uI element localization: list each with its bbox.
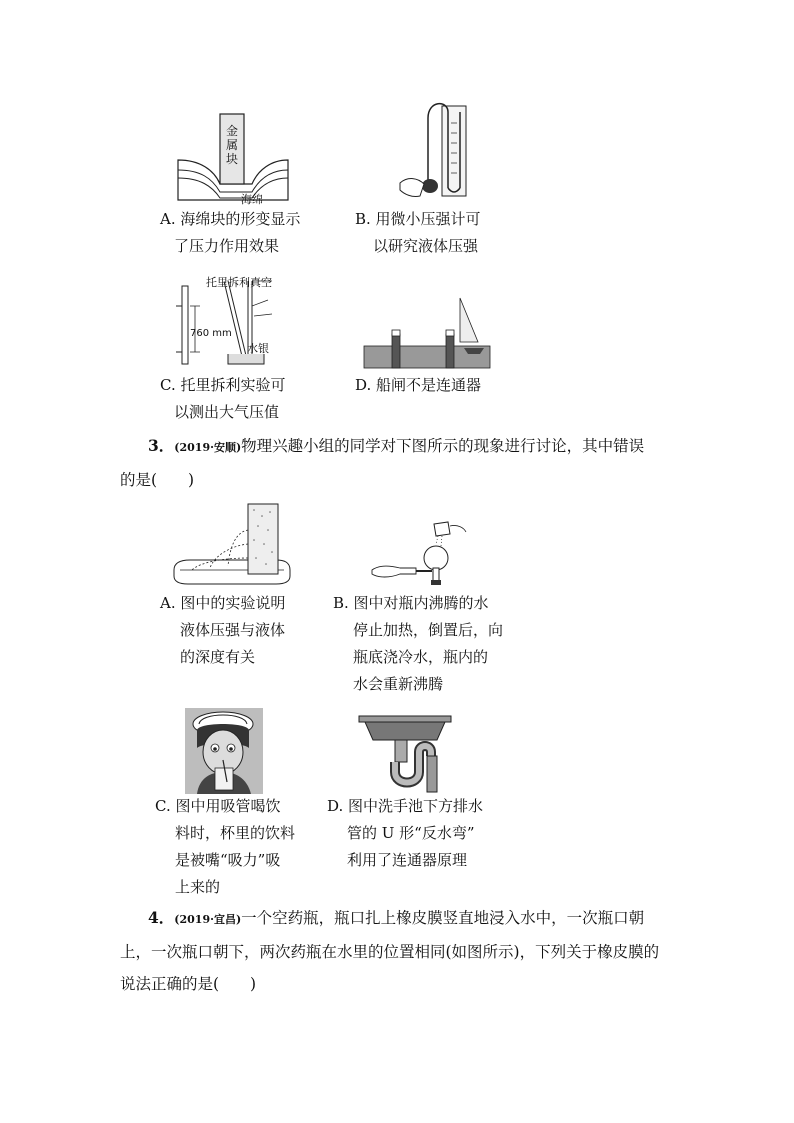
q3-option-b-line3: 瓶底浇冷水，瓶内的: [353, 648, 489, 666]
q3-option-a-line1: A. 图中的实验说明: [160, 594, 286, 612]
label-mercury: 水银: [247, 342, 269, 355]
label-sponge: 海绵: [241, 193, 263, 206]
q3-source: (2019·安顺): [174, 441, 242, 454]
q3-option-b-line2: 停止加热，倒置后，向: [353, 621, 504, 639]
q2-option-d-line1: D. 船闸不是连通器: [355, 376, 482, 394]
q3-option-d-line3: 利用了连通器原理: [347, 851, 468, 869]
q3-option-b-line4: 水会重新沸腾: [353, 675, 444, 693]
q3-option-d-line2: 管的 U 形“反水弯”: [347, 824, 475, 842]
q4-stem-line2: 上，一次瓶口朝下，两次药瓶在水里的位置相同(如图所示)，下列关于橡皮膜的: [120, 943, 660, 961]
q4-stem: [120, 902, 680, 1000]
q3-stem-line2: 的是( ): [120, 471, 195, 489]
figure-water-jets: [170, 500, 295, 585]
q3-option-b[interactable]: [333, 590, 503, 698]
q4-stem-line3: 说法正确的是( ): [120, 975, 257, 993]
q2-option-a[interactable]: [160, 206, 300, 260]
q2-option-a-line1: A. 海绵块的形变显示: [160, 210, 301, 228]
figure-flask-cold-water: [370, 520, 470, 590]
q2-option-c-line2: 以测出大气压值: [174, 403, 280, 421]
q3-option-a-line2: 液体压强与液体: [180, 621, 286, 639]
q3-option-c-line3: 是被嘴“吸力”吸: [175, 851, 281, 869]
q3-option-c[interactable]: [155, 793, 295, 901]
q2-option-a-line2: 了压力作用效果: [174, 237, 280, 255]
q3-option-d[interactable]: [327, 793, 483, 874]
q3-option-a-line3: 的深度有关: [180, 648, 256, 666]
q4-source: (2019·宜昌): [174, 913, 242, 926]
label-760mm: 760 mm: [190, 328, 232, 339]
q3-option-c-line2: 料时，杯里的饮料: [175, 824, 296, 842]
figure-torricelli: [176, 276, 286, 371]
label-metal-block: 金属块: [225, 124, 238, 166]
figure-ship-lock: [360, 294, 492, 374]
q3-option-c-line1: C. 图中用吸管喝饮: [155, 797, 281, 815]
q2-option-b-line2: 以研究液体压强: [373, 237, 479, 255]
q3-stem: [120, 430, 680, 496]
q2-option-c[interactable]: [160, 372, 285, 426]
q3-option-d-line1: D. 图中洗手池下方排水: [327, 797, 484, 815]
q3-option-a[interactable]: [160, 590, 285, 671]
q3-stem-line1: 物理兴趣小组的同学对下图所示的现象进行讨论，其中错误: [241, 437, 645, 455]
figure-pressure-gauge: [398, 98, 478, 203]
figure-sink-u-trap: [355, 712, 455, 792]
q2-option-c-line1: C. 托里拆利实验可: [160, 376, 286, 394]
figure-girl-straw: [185, 708, 263, 794]
q3-option-b-line1: B. 图中对瓶内沸腾的水: [333, 594, 489, 612]
q2-option-b-line1: B. 用微小压强计可: [355, 210, 481, 228]
q3-option-c-line4: 上来的: [175, 878, 221, 896]
q4-stem-line1: 一个空药瓶，瓶口扎上橡皮膜竖直地浸入水中，一次瓶口朝: [241, 909, 645, 927]
q4-number: 4．: [148, 908, 175, 927]
q2-option-b[interactable]: [355, 206, 481, 260]
q2-option-d[interactable]: [355, 372, 481, 399]
label-torricelli-vacuum: 托里拆利真空: [206, 276, 272, 289]
q3-number: 3．: [148, 436, 175, 455]
